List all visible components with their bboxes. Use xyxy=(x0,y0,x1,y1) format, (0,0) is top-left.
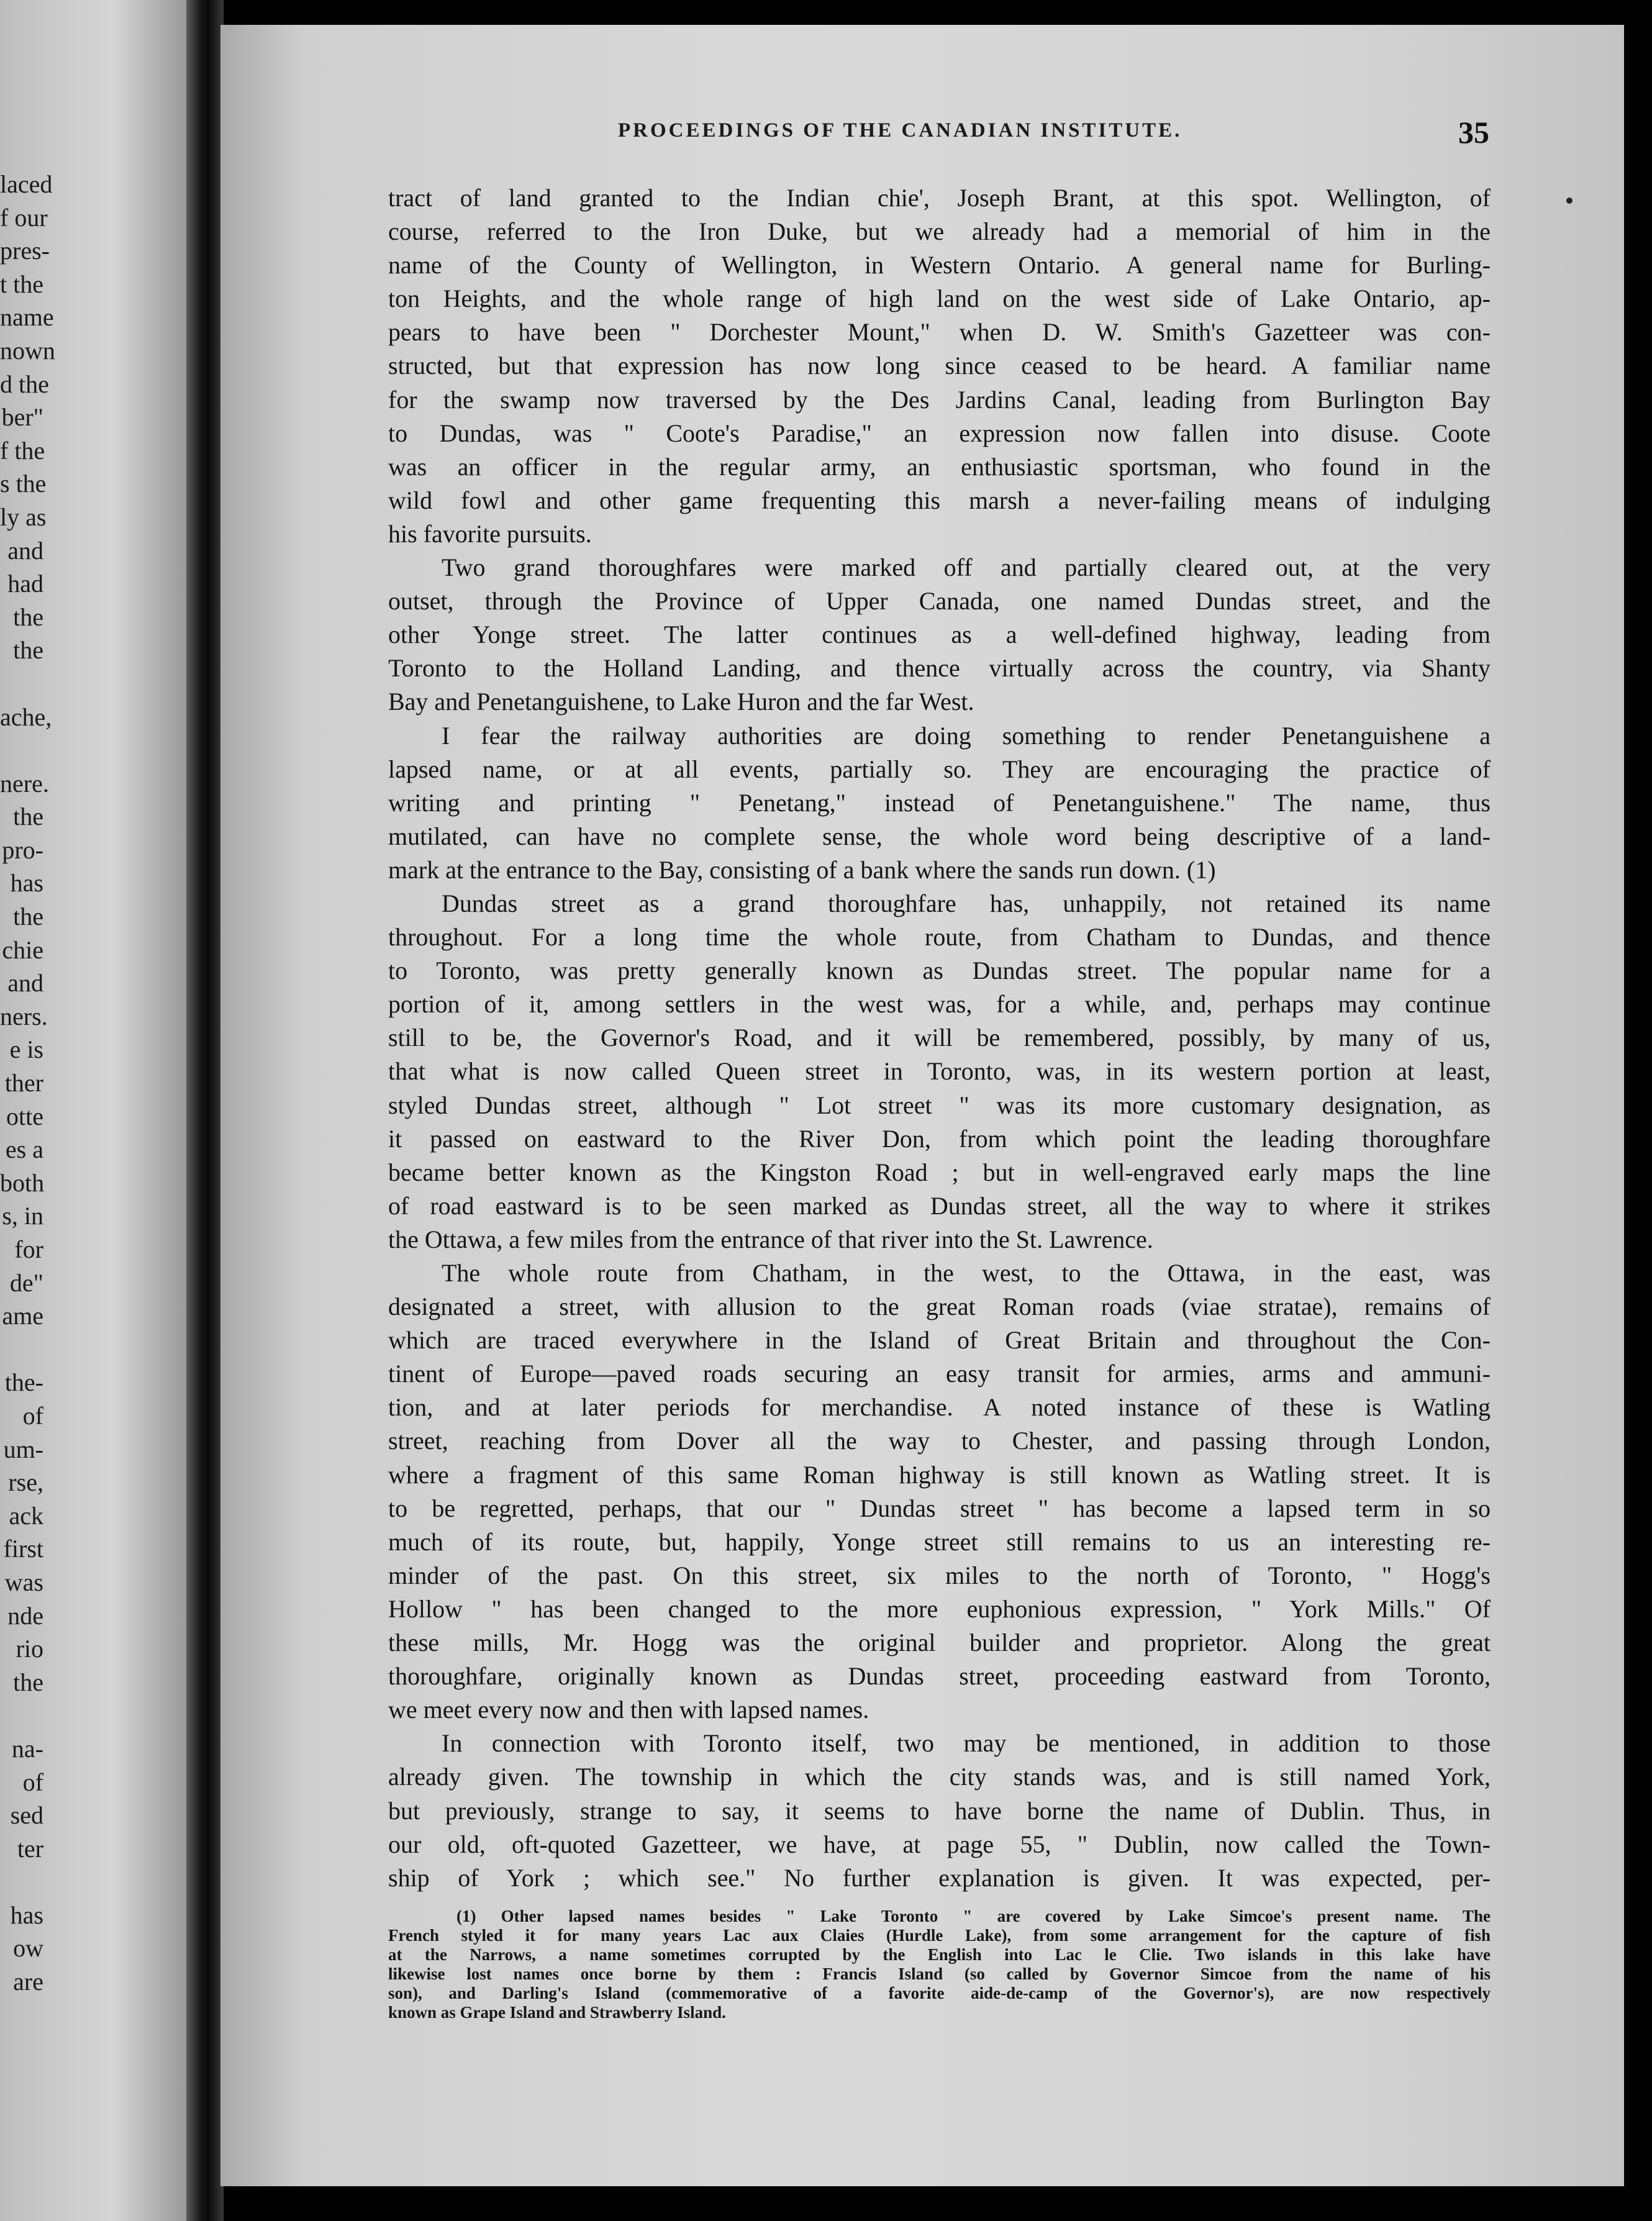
footnote-line: son), and Darling's Island (commemorative of a favorite aide-de-camp of the Governor's), are now respectively xyxy=(388,1984,1491,2002)
facing-page-fragment: nere. xyxy=(0,769,49,797)
facing-page-fragment: has xyxy=(10,1901,43,1929)
facing-page-fragment: the xyxy=(13,636,43,665)
body-line: that what is now called Queen street in Toronto, was, in its western portion at least, xyxy=(388,1057,1491,1086)
body-line: became better known as the Kingston Road ; but in well-engraved early maps the line xyxy=(388,1158,1491,1186)
facing-page-fragment: chie xyxy=(2,935,43,964)
body-line: his favorite pursuits. xyxy=(388,519,592,548)
body-line: mark at the entrance to the Bay, consisting of a bank where the sands run down. (1) xyxy=(388,855,1216,884)
facing-page-fragment: first xyxy=(3,1535,43,1563)
body-line: name of the County of Wellington, in Western Ontario. A general name for Burling- xyxy=(388,251,1491,279)
facing-page-fragment: nde xyxy=(7,1601,43,1630)
facing-page-fragment: the- xyxy=(4,1368,43,1397)
body-line: these mills, Mr. Hogg was the original builder and proprietor. Along the great xyxy=(388,1628,1491,1657)
body-line: structed, but that expression has now long since ceased to be heard. A familiar name xyxy=(388,352,1491,380)
facing-page-fragment: ter xyxy=(17,1834,43,1863)
body-line: for the swamp now traversed by the Des Jardins Canal, leading from Burlington Bay xyxy=(388,385,1491,414)
facing-page-fragment: the xyxy=(13,602,43,631)
facing-page-fragment: s, in xyxy=(2,1202,43,1230)
facing-page-fragment: ache, xyxy=(0,702,52,731)
body-line: minder of the past. On this street, six miles to the north of Toronto, " Hogg's xyxy=(388,1561,1491,1589)
body-line: throughout. For a long time the whole route, from Chatham to Dundas, and thence xyxy=(388,923,1491,952)
body-line: Bay and Penetanguishene, to Lake Huron and the far West. xyxy=(388,688,974,716)
footnote-line: likewise lost names once borne by them : Francis Island (so called by Governor Simcoe from the name of his xyxy=(388,1964,1491,1983)
book-gutter xyxy=(186,0,224,2221)
facing-page xyxy=(0,0,186,2221)
page-number: 35 xyxy=(1458,115,1489,150)
footnote-line: at the Narrows, a name sometimes corrupted by the English into Lac le Clie. Two islands in this lake have xyxy=(388,1945,1491,1964)
facing-page-fragment: ow xyxy=(13,1934,43,1963)
facing-page-fragment: the xyxy=(13,902,43,931)
facing-page-fragment: rse, xyxy=(8,1468,43,1497)
facing-page-fragment xyxy=(0,1699,43,1732)
body-line: The whole route from Chatham, in the west, to the Ottawa, in the east, was xyxy=(442,1259,1491,1287)
body-line: I fear the railway authorities are doing something to render Penetanguishene a xyxy=(442,721,1491,750)
facing-page-fragment: the xyxy=(13,1668,43,1696)
body-line: tinent of Europe—paved roads securing an easy transit for armies, arms and ammuni- xyxy=(388,1360,1491,1388)
body-line: much of its route, but, happily, Yonge street still remains to us an interesting re- xyxy=(388,1527,1491,1556)
facing-page-fragment: ber" xyxy=(1,403,43,432)
facing-page-fragment xyxy=(0,1865,43,1899)
facing-page-fragment: pro- xyxy=(2,835,43,864)
body-line: street, reaching from Dover all the way to Chester, and passing through London, xyxy=(388,1427,1491,1455)
facing-page-fragment: pres- xyxy=(0,237,50,265)
body-line: Two grand thoroughfares were marked off and partially cleared out, at the very xyxy=(442,553,1491,582)
facing-page-fragment: ther xyxy=(4,1069,43,1097)
body-line: but previously, strange to say, it seems to have borne the name of Dublin. Thus, in xyxy=(388,1796,1491,1825)
facing-page-fragment: rio xyxy=(16,1635,43,1663)
footnote-line: (1) Other lapsed names besides " Lake Toronto " are covered by Lake Simcoe's present name. The xyxy=(456,1907,1491,1925)
body-line: our old, oft-quoted Gazetteer, we have, at page 55, " Dublin, now called the Town- xyxy=(388,1830,1491,1858)
facing-page-fragment: e is xyxy=(9,1035,43,1064)
facing-page-fragment: and xyxy=(7,969,43,997)
body-line: Hollow " has been changed to the more euphonious expression, " York Mills." Of xyxy=(388,1594,1491,1623)
facing-page-fragment: f our xyxy=(0,203,48,232)
facing-page-fragment: ners. xyxy=(0,1002,48,1030)
body-line: pears to have been " Dorchester Mount," when D. W. Smith's Gazetteer was con- xyxy=(388,318,1491,347)
running-header: PROCEEDINGS OF THE CANADIAN INSTITUTE. xyxy=(618,119,1182,142)
facing-page-fragment: d the xyxy=(0,370,49,398)
body-line: it passed on eastward to the River Don, from which point the leading thoroughfare xyxy=(388,1124,1491,1153)
facing-page-fragment: t the xyxy=(0,270,43,298)
facing-page-fragment: was xyxy=(4,1568,43,1596)
body-line: which are traced everywhere in the Island of Great Britain and throughout the Con- xyxy=(388,1326,1491,1355)
body-line: tract of land granted to the Indian chie', Joseph Brant, at this spot. Wellington, of xyxy=(388,184,1491,212)
facing-page-fragment: na- xyxy=(11,1734,43,1763)
body-line: still to be, the Governor's Road, and it will be remembered, possibly, by many of us, xyxy=(388,1024,1491,1052)
body-line: other Yonge street. The latter continues as a well-defined highway, leading from xyxy=(388,620,1491,649)
facing-page-fragment: s the xyxy=(0,470,47,498)
body-line: course, referred to the Iron Duke, but we already had a memorial of him in the xyxy=(388,217,1491,246)
body-line: ton Heights, and the whole range of high land on the west side of Lake Ontario, ap- xyxy=(388,284,1491,313)
facing-page-text-fragments xyxy=(0,168,55,1999)
facing-page-fragment: name xyxy=(0,303,54,332)
facing-page-fragment: the xyxy=(13,802,43,831)
body-line: to Dundas, was " Coote's Paradise," an expression now fallen into disuse. Coote xyxy=(388,419,1491,447)
body-line: writing and printing " Penetang," instead of Penetanguishene." The name, thus xyxy=(388,788,1491,817)
facing-page-fragment: are xyxy=(13,1968,43,1996)
body-text xyxy=(388,181,1491,1895)
body-line: In connection with Toronto itself, two may be mentioned, in addition to those xyxy=(442,1729,1491,1758)
body-line: styled Dundas street, although " Lot street " was its more customary designation, as xyxy=(388,1091,1491,1119)
facing-page-fragment: es a xyxy=(5,1135,43,1164)
facing-page-fragment: both xyxy=(0,1168,45,1197)
body-line: Toronto to the Holland Landing, and thence virtually across the country, via Shanty xyxy=(388,654,1491,683)
body-line: ship of York ; which see." No further explanation is given. It was expected, per- xyxy=(388,1863,1491,1892)
body-line: was an officer in the regular army, an enthusiastic sportsman, who found in the xyxy=(388,452,1491,481)
ink-spot xyxy=(1566,198,1573,204)
footnote-line: known as Grape Island and Strawberry Island. xyxy=(388,2003,726,2022)
body-line: designated a street, with allusion to the great Roman roads (viae stratae), remains of xyxy=(388,1292,1491,1321)
facing-page-fragment: had xyxy=(7,570,43,598)
facing-page-fragment: of xyxy=(22,1768,43,1796)
facing-page-fragment: ly as xyxy=(0,502,47,531)
facing-page-fragment xyxy=(0,667,43,701)
facing-page-fragment xyxy=(0,734,43,767)
footnotes xyxy=(388,1907,1491,2022)
body-line: outset, through the Province of Upper Canada, one named Dundas street, and the xyxy=(388,587,1491,615)
body-line: lapsed name, or at all events, partially so. They are encouraging the practice of xyxy=(388,755,1491,783)
facing-page-fragment: has xyxy=(10,869,43,897)
facing-page-fragment: of xyxy=(22,1401,43,1430)
facing-page-fragment: f the xyxy=(0,436,45,465)
facing-page-fragment: otte xyxy=(6,1102,43,1130)
facing-page-fragment: de" xyxy=(9,1268,43,1297)
body-line: portion of it, among settlers in the west was, for a while, and, perhaps may continue xyxy=(388,990,1491,1019)
body-line: we meet every now and then with lapsed names. xyxy=(388,1696,869,1724)
facing-page-fragment: um- xyxy=(3,1435,43,1463)
body-line: to be regretted, perhaps, that our " Dundas street " has become a lapsed term in so xyxy=(388,1494,1491,1522)
body-line: wild fowl and other game frequenting this marsh a never-failing means of indulging xyxy=(388,486,1491,514)
body-line: Dundas street as a grand thoroughfare has, unhappily, not retained its name xyxy=(442,889,1491,917)
page-35 xyxy=(220,25,1624,2186)
facing-page-fragment: and xyxy=(7,536,43,565)
facing-page-fragment: ame xyxy=(2,1302,43,1330)
facing-page-fragment: laced xyxy=(0,170,53,198)
body-line: mutilated, can have no complete sense, the whole word being descriptive of a land- xyxy=(388,822,1491,850)
body-line: of road eastward is to be seen marked as Dundas street, all the way to where it strikes xyxy=(388,1191,1491,1220)
facing-page-fragment: for xyxy=(14,1235,43,1263)
body-line: tion, and at later periods for merchandise. A noted instance of these is Watling xyxy=(388,1393,1491,1422)
facing-page-fragment: nown xyxy=(0,336,55,365)
body-line: where a fragment of this same Roman highway is still known as Watling street. It is xyxy=(388,1460,1491,1489)
body-line: to Toronto, was pretty generally known as Dundas street. The popular name for a xyxy=(388,956,1491,985)
facing-page-fragment xyxy=(0,1333,43,1366)
body-line: the Ottawa, a few miles from the entrance of that river into the St. Lawrence. xyxy=(388,1225,1153,1253)
facing-page-fragment: ack xyxy=(9,1501,43,1530)
body-line: already given. The township in which the city stands was, and is still named York, xyxy=(388,1763,1491,1791)
body-line: thoroughfare, originally known as Dundas street, proceeding eastward from Toronto, xyxy=(388,1662,1491,1691)
facing-page-fragment: sed xyxy=(10,1801,43,1830)
footnote-line: French styled it for many years Lac aux Claies (Hurdle Lake), from some arrangement for the capture of fish xyxy=(388,1926,1491,1945)
